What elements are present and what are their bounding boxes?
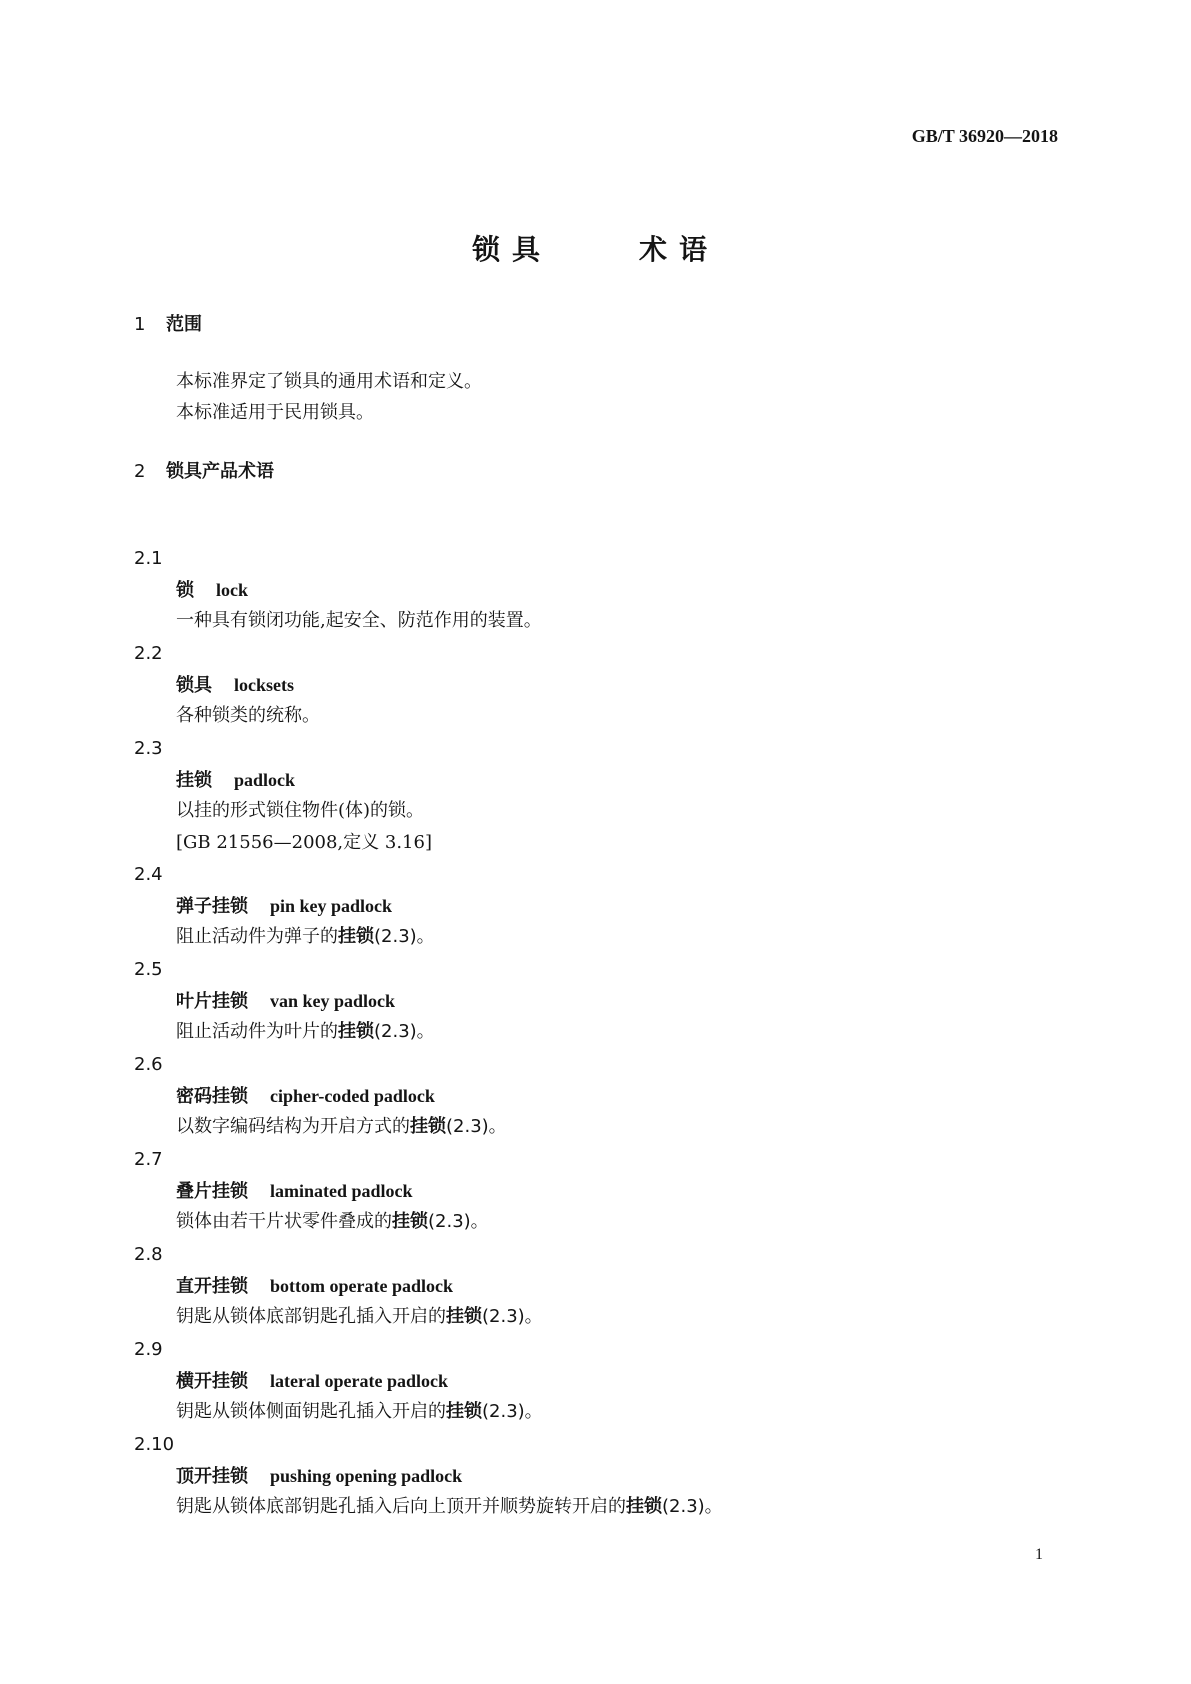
term-number: 2.7 — [134, 1149, 163, 1170]
term-definition — [176, 1021, 435, 1043]
term-entry — [134, 548, 1054, 643]
term-zh: 顶开挂锁 — [176, 1466, 248, 1487]
term-entry — [134, 959, 1054, 1054]
term-en: laminated padlock — [270, 1181, 413, 1201]
section-number: 2 — [134, 461, 146, 482]
scope-paragraphs — [176, 366, 482, 428]
cross-reference-term: 挂锁 — [338, 1021, 374, 1042]
section-heading-terms — [134, 457, 274, 483]
term-entry — [134, 864, 1054, 959]
term-name — [176, 895, 392, 918]
term-en: lateral operate padlock — [270, 1371, 448, 1391]
section-heading-scope — [134, 310, 202, 336]
term-zh: 密码挂锁 — [176, 1086, 248, 1107]
term-en: padlock — [234, 770, 296, 790]
term-entry — [134, 738, 1054, 864]
term-entry — [134, 1244, 1054, 1339]
cross-reference-term: 挂锁 — [410, 1116, 446, 1137]
cross-reference-term: 挂锁 — [446, 1401, 482, 1422]
term-number: 2.6 — [134, 1054, 163, 1075]
section-number: 1 — [134, 314, 146, 335]
definition-end: 。 — [524, 1306, 543, 1327]
term-definition — [176, 1211, 489, 1233]
term-zh: 叶片挂锁 — [176, 991, 248, 1012]
cross-reference-number: (2.3) — [446, 1116, 489, 1137]
term-en: pushing opening padlock — [270, 1466, 463, 1486]
term-name — [176, 769, 295, 792]
cross-reference-number: (2.3) — [374, 926, 417, 947]
cross-reference-number: (2.3) — [662, 1496, 705, 1517]
term-number: 2.2 — [134, 643, 163, 664]
term-definition: 一种具有锁闭功能,起安全、防范作用的装置。 — [176, 610, 542, 631]
term-number: 2.8 — [134, 1244, 163, 1265]
term-en: pin key padlock — [270, 896, 393, 916]
scope-paragraph: 本标准界定了锁具的通用术语和定义。 — [176, 371, 482, 392]
definition-text: 锁体由若干片状零件叠成的 — [176, 1211, 392, 1232]
term-en: van key padlock — [270, 991, 396, 1011]
term-zh: 锁 — [176, 580, 194, 601]
definition-text: 钥匙从锁体侧面钥匙孔插入开启的 — [176, 1401, 446, 1422]
standard-number: GB/T 36920—2018 — [911, 126, 1058, 146]
term-name — [176, 579, 248, 602]
definition-text: 钥匙从锁体底部钥匙孔插入后向上顶开并顺势旋转开启的 — [176, 1496, 626, 1517]
term-definition — [176, 926, 435, 948]
term-en: locksets — [234, 675, 294, 695]
term-zh: 弹子挂锁 — [176, 896, 248, 917]
term-entries — [134, 548, 1054, 1529]
term-definition: 以挂的形式锁住物件(体)的锁。 — [176, 800, 425, 821]
term-name — [176, 1275, 453, 1298]
term-number: 2.10 — [134, 1434, 175, 1455]
term-definition — [176, 1401, 543, 1423]
term-definition — [176, 1116, 507, 1138]
term-number: 2.5 — [134, 959, 163, 980]
cross-reference-term: 挂锁 — [626, 1496, 662, 1517]
term-definition: 各种锁类的统称。 — [176, 705, 320, 726]
term-number: 2.9 — [134, 1339, 163, 1360]
document-title: 锁具 术语 — [472, 233, 719, 266]
definition-text: 阻止活动件为叶片的 — [176, 1021, 338, 1042]
term-name — [176, 1370, 448, 1393]
definition-end: 。 — [524, 1401, 543, 1422]
term-zh: 挂锁 — [176, 770, 212, 791]
cross-reference-term: 挂锁 — [338, 926, 374, 947]
term-zh: 直开挂锁 — [176, 1276, 248, 1297]
cross-reference-number: (2.3) — [374, 1021, 417, 1042]
term-zh: 叠片挂锁 — [176, 1181, 248, 1202]
cross-reference-term: 挂锁 — [392, 1211, 428, 1232]
definition-end: 。 — [470, 1211, 489, 1232]
term-number: 2.4 — [134, 864, 163, 885]
term-number: 2.1 — [134, 548, 163, 569]
term-name — [176, 674, 294, 697]
section-title: 范围 — [166, 314, 202, 335]
definition-end: 。 — [704, 1496, 723, 1517]
definition-end: 。 — [416, 926, 435, 947]
term-entry — [134, 1339, 1054, 1434]
cross-reference-number: (2.3) — [482, 1401, 525, 1422]
definition-end: 。 — [416, 1021, 435, 1042]
term-source: [GB 21556—2008,定义 3.16] — [176, 832, 432, 853]
definition-end: 。 — [488, 1116, 507, 1137]
cross-reference-term: 挂锁 — [446, 1306, 482, 1327]
page-number: 1 — [1035, 1546, 1043, 1563]
term-entry — [134, 1054, 1054, 1149]
term-zh: 锁具 — [176, 675, 212, 696]
term-en: bottom operate padlock — [270, 1276, 453, 1296]
section-title: 锁具产品术语 — [166, 461, 274, 482]
term-entry — [134, 1149, 1054, 1244]
term-number: 2.3 — [134, 738, 163, 759]
term-name — [176, 1085, 435, 1108]
definition-text: 以数字编码结构为开启方式的 — [176, 1116, 410, 1137]
term-definition — [176, 1496, 723, 1518]
term-en: lock — [216, 580, 249, 600]
term-entry — [134, 1434, 1054, 1529]
term-definition — [176, 1306, 543, 1328]
cross-reference-number: (2.3) — [482, 1306, 525, 1327]
cross-reference-number: (2.3) — [428, 1211, 471, 1232]
term-en: cipher-coded padlock — [270, 1086, 435, 1106]
term-zh: 横开挂锁 — [176, 1371, 248, 1392]
term-entry — [134, 643, 1054, 738]
definition-text: 阻止活动件为弹子的 — [176, 926, 338, 947]
term-name — [176, 990, 395, 1013]
definition-text: 钥匙从锁体底部钥匙孔插入开启的 — [176, 1306, 446, 1327]
term-name — [176, 1465, 462, 1488]
term-name — [176, 1180, 413, 1203]
scope-paragraph: 本标准适用于民用锁具。 — [176, 402, 374, 423]
